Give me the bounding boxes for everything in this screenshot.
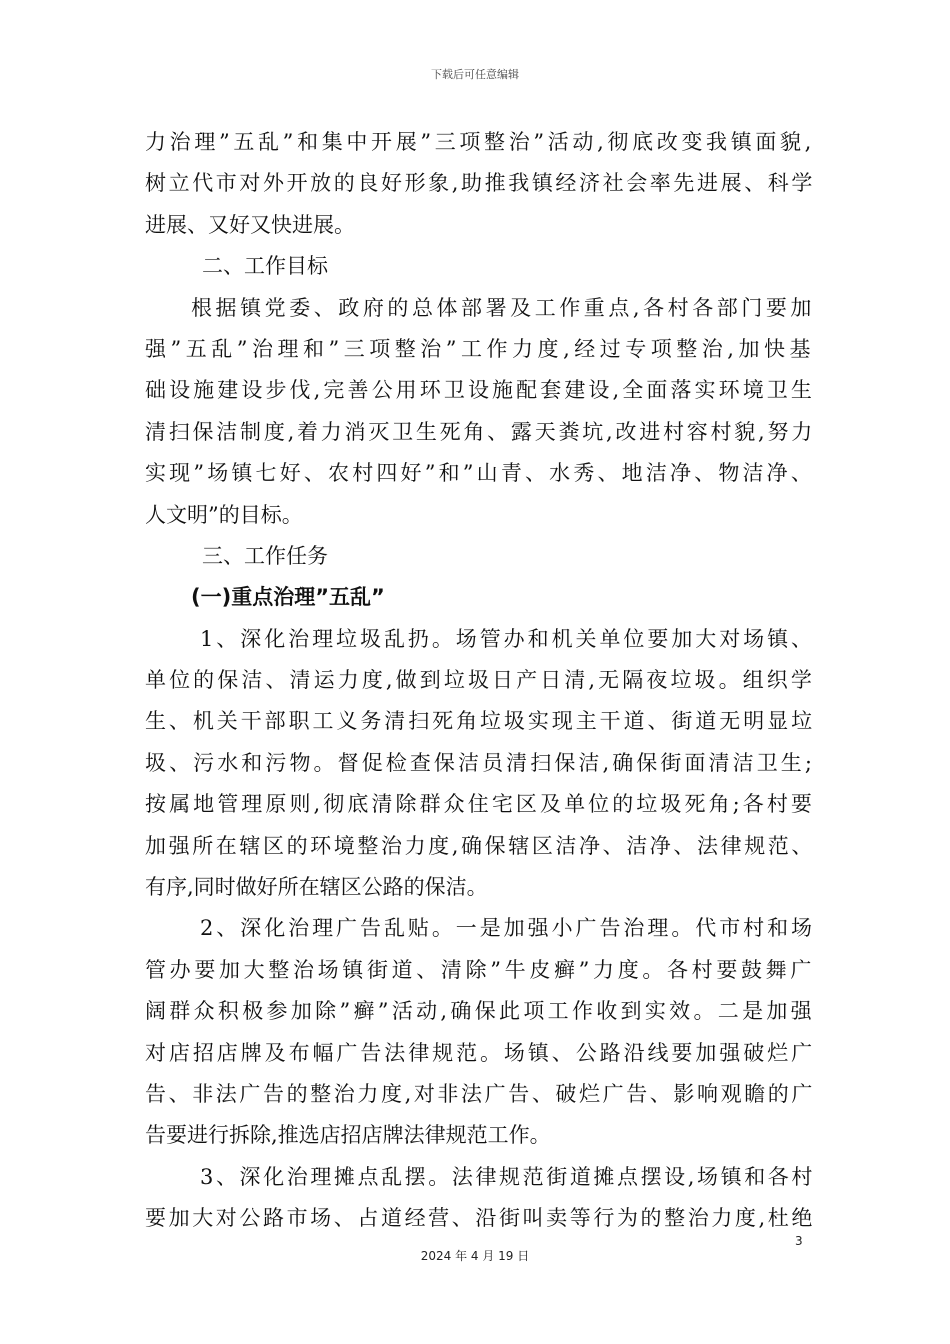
- text-line: 1、深化治理垃圾乱扔。场管办和机关单位要加大对场镇、: [200, 626, 815, 651]
- text-line: 2、深化治理广告乱贴。一是加强小广告治理。代市村和场: [200, 916, 815, 941]
- text-line: 单位的保洁、清运力度,做到垃圾日产日清,无隔夜垃圾。组织学: [145, 668, 815, 693]
- text-line: 告要进行拆除,推选店招店牌法律规范工作。: [145, 1123, 551, 1148]
- text-line: 根据镇党委、政府的总体部署及工作重点,各村各部门要加: [191, 295, 815, 320]
- text-line: 实现”场镇七好、农村四好”和”山青、水秀、地洁净、物洁净、: [145, 461, 815, 486]
- text-line: 强”五乱”治理和”三项整治”工作力度,经过专项整治,加快基: [145, 336, 815, 361]
- page-footer-date: 2024 年 4 月 19 日: [420, 1249, 530, 1263]
- text-line: 树立代市对外开放的良好形象,助推我镇经济社会率先进展、科学: [145, 171, 815, 196]
- text-line: 对店招店牌及布幅广告法律规范。场镇、公路沿线要加强破烂广: [145, 1040, 815, 1065]
- text-line: 力治理”五乱”和集中开展”三项整治”活动,彻底改变我镇面貌,: [145, 130, 815, 154]
- page-number: 3: [795, 1234, 803, 1248]
- page-header: 下载后可任意编辑: [431, 68, 519, 81]
- text-line: 生、机关干部职工义务清扫死角垃圾实现主干道、街道无明显垃: [145, 709, 815, 734]
- text-line: 础设施建设步伐,完善公用环卫设施配套建设,全面落实环境卫生: [145, 378, 815, 403]
- document-body: [145, 122, 815, 1240]
- text-line: 按属地管理原则,彻底清除群众住宅区及单位的垃圾死角;各村要: [145, 792, 815, 817]
- text-line: 圾、污水和污物。督促检查保洁员清扫保洁,确保街面清洁卫生;: [145, 750, 815, 775]
- text-line: 人文明”的目标。: [145, 502, 303, 527]
- text-line: 要加大对公路市场、占道经营、沿街叫卖等行为的整治力度,杜绝: [145, 1206, 815, 1231]
- text-line: 三、工作任务: [202, 543, 328, 568]
- text-line: 加强所在辖区的环境整治力度,确保辖区洁净、洁净、法律规范、: [145, 833, 815, 858]
- text-line: 有序,同时做好所在辖区公路的保洁。: [145, 875, 488, 900]
- section-subheading: (一)重点治理”五乱”: [191, 585, 385, 610]
- text-line: 告、非法广告的整治力度,对非法广告、破烂广告、影响观瞻的广: [145, 1081, 815, 1106]
- text-line: 进展、又好又快进展。: [145, 212, 355, 237]
- text-line: 清扫保洁制度,着力消灭卫生死角、露天粪坑,改进村容村貌,努力: [145, 419, 815, 444]
- text-line: 阔群众积极参加除”癣”活动,确保此项工作收到实效。二是加强: [145, 999, 815, 1024]
- text-line: 管办要加大整治场镇街道、清除”牛皮癣”力度。各村要鼓舞广: [145, 957, 815, 982]
- text-line: 3、深化治理摊点乱摆。法律规范街道摊点摆设,场镇和各村: [200, 1164, 815, 1189]
- text-line: 二、工作目标: [202, 254, 328, 279]
